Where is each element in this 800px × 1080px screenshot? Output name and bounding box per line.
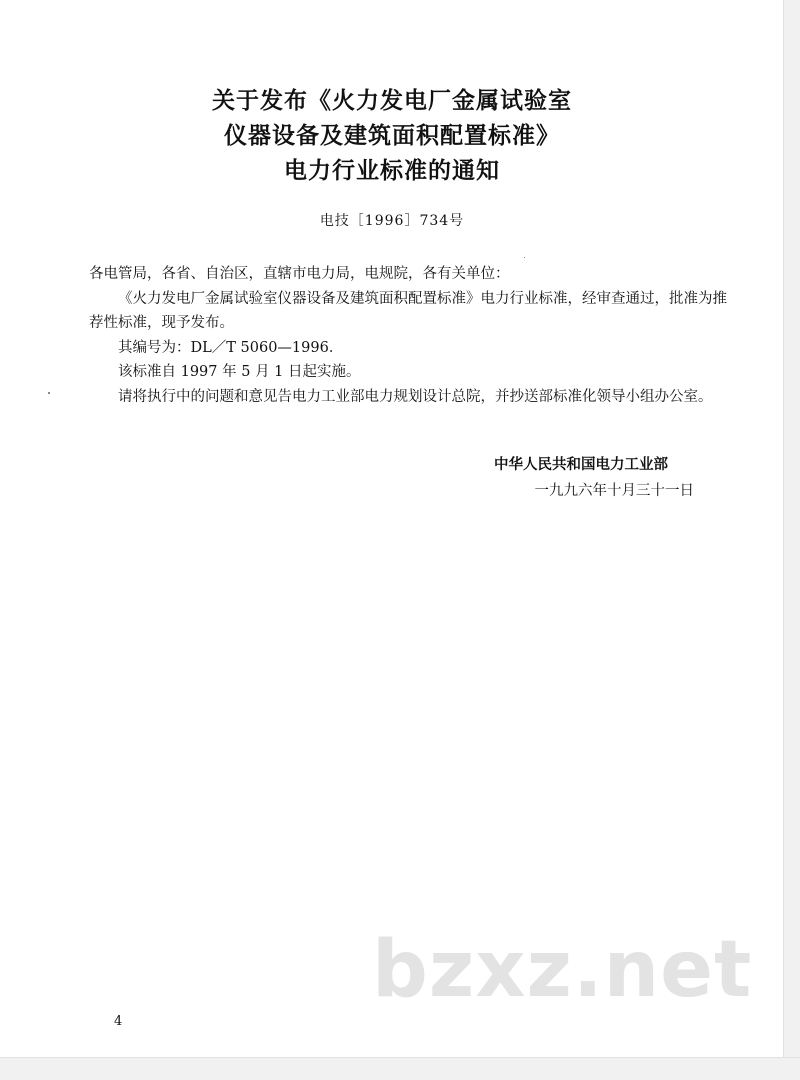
- salutation-paragraph: 各电管局，各省、自治区，直辖市电力局，电规院，各有关单位：: [89, 266, 510, 282]
- scan-speck: [48, 392, 50, 394]
- scan-speck: [524, 257, 525, 258]
- feedback-paragraph: 请将执行中的问题和意见告电力工业部电力规划设计总院，并抄送部标准化领导小组办公室。: [118, 388, 713, 405]
- effective-date-paragraph: 该标准自 1997 年 5 月 1 日起实施。: [118, 364, 361, 380]
- page-number: 4: [114, 1014, 123, 1029]
- issuing-organization: 中华人民共和国电力工业部: [494, 457, 668, 473]
- title-line-2: 仪器设备及建筑面积配置标准》: [224, 123, 560, 149]
- title-line-3: 电力行业标准的通知: [284, 158, 500, 184]
- site-watermark: bzxz.net: [372, 925, 753, 1015]
- standard-code-paragraph: 其编号为：DL／T 5060—1996．: [118, 339, 344, 356]
- issue-date: 一九九六年十月三十一日: [534, 483, 694, 499]
- approval-paragraph: 《火力发电厂金属试验室仪器设备及建筑面积配置标准》电力行业标准，经审查通过，批准为推荐性标准，现予发布。: [89, 290, 727, 331]
- notice-body: [89, 262, 729, 409]
- page-edge-bottom: [0, 1057, 800, 1080]
- document-number: 电技［1996］734号: [319, 213, 465, 229]
- page-edge-right: [783, 0, 800, 1080]
- signature-block: [380, 452, 694, 504]
- notice-title: [0, 84, 784, 189]
- title-line-1: 关于发布《火力发电厂金属试验室: [212, 88, 572, 114]
